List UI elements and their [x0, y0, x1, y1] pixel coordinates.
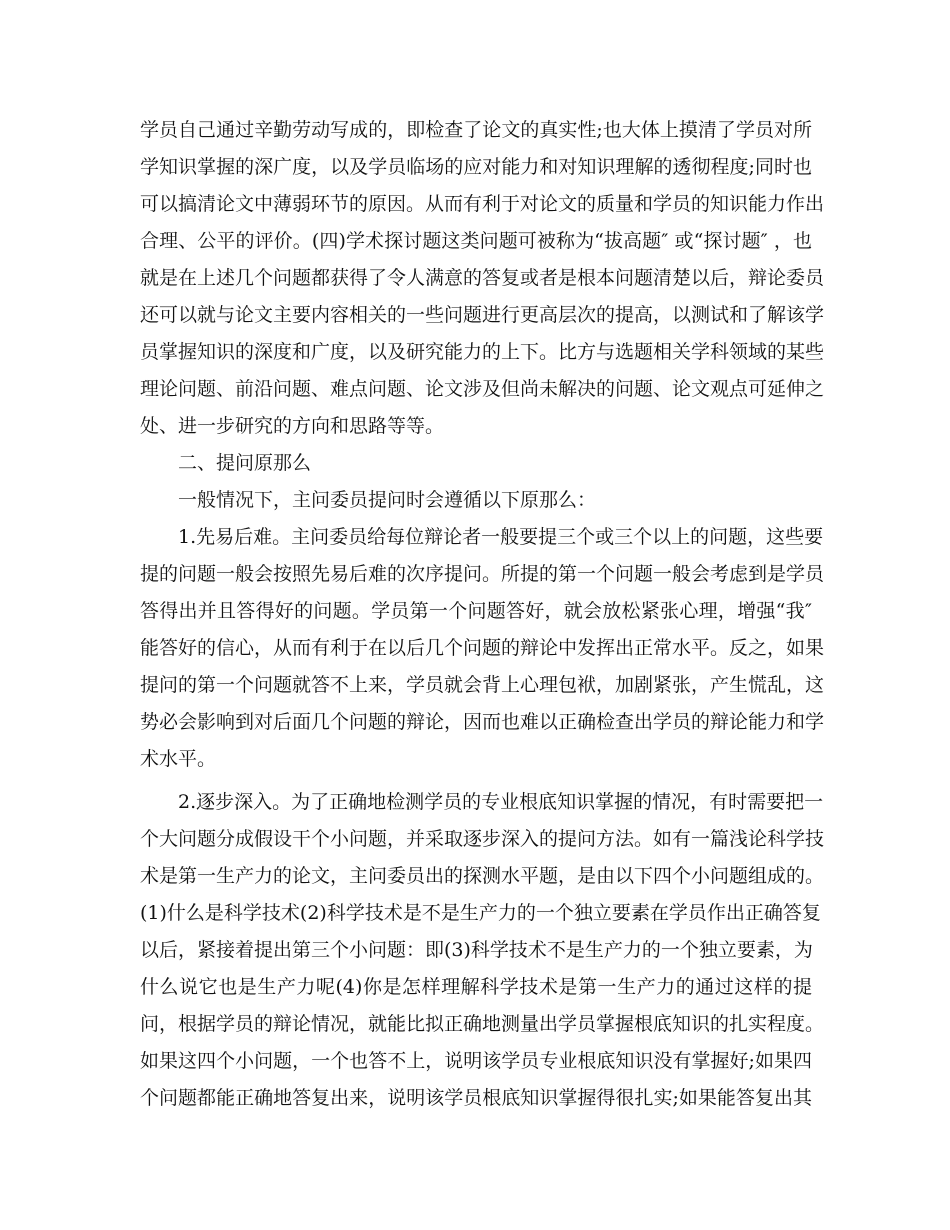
- paragraph-line: 以后，紧接着提出第三个小问题：即(3)科学技术不是生产力的一个独立要素，为: [140, 939, 813, 961]
- paragraph-line: 理论问题、前沿问题、难点问题、论文涉及但尚未解决的问题、论文观点可延伸之: [140, 378, 825, 400]
- paragraph-line: 合理、公平的评价。(四)学术探讨题这类问题可被称为“拔高题″ 或“探讨题″ ，也: [140, 230, 812, 252]
- paragraph-line: 什么说它也是生产力呢(4)你是怎样理解科学技术是第一生产力的通过这样的提: [140, 976, 812, 998]
- paragraph-line: 2.逐步深入。为了正确地检测学员的专业根底知识掌握的情况，有时需要把一: [178, 791, 824, 813]
- paragraph-line: 能答好的信心，从而有利于在以后几个问题的辩论中发挥出正常水平。反之，如果: [140, 637, 825, 659]
- paragraph-line: 提问的第一个问题就答不上来，学员就会背上心理包袱，加剧紧张，产生慌乱，这: [140, 674, 825, 696]
- section-heading: 二、提问原那么: [178, 452, 312, 474]
- paragraph-line: 1.先易后难。主问委员给每位辩论者一般要提三个或三个以上的问题，这些要: [178, 526, 824, 548]
- paragraph-line: 学员自己通过辛勤劳动写成的，即检查了论文的真实性;也大体上摸清了学员对所: [140, 119, 812, 141]
- document-body: [140, 112, 825, 1117]
- paragraph-line: 个问题都能正确地答复出来，说明该学员根底知识掌握得很扎实;如果能答复出其: [140, 1087, 812, 1109]
- paragraph-line: 员掌握知识的深度和广度，以及研究能力的上下。比方与选题相关学科领域的某些: [140, 341, 825, 363]
- paragraph-line: 如果这四个小问题，一个也答不上，说明该学员专业根底知识没有掌握好;如果四: [140, 1050, 812, 1072]
- paragraph-line: 个大问题分成假设干个小问题，并采取逐步深入的提问方法。如有一篇浅论科学技: [140, 828, 825, 850]
- paragraph-line: 术水平。: [140, 748, 217, 770]
- paragraph-line: 提的问题一般会按照先易后难的次序提问。所提的第一个问题一般会考虑到是学员: [140, 563, 825, 585]
- paragraph-line: 一般情况下，主问委员提问时会遵循以下原那么：: [178, 489, 597, 511]
- paragraph-line: 问，根据学员的辩论情况，就能比拟正确地测量出学员掌握根底知识的扎实程度。: [140, 1013, 825, 1035]
- paragraph-line: 就是在上述几个问题都获得了令人满意的答复或者是根本问题清楚以后，辩论委员: [140, 267, 825, 289]
- paragraph-line: 处、进一步研究的方向和思路等等。: [140, 415, 445, 437]
- paragraph-line: 答得出并且答得好的问题。学员第一个问题答好，就会放松紧张心理，增强“我″: [140, 600, 812, 622]
- paragraph-line: 术是第一生产力的论文，主问委员出的探测水平题，是由以下四个小问题组成的。: [140, 865, 825, 887]
- paragraph-line: (1)什么是科学技术(2)科学技术是不是生产力的一个独立要素在学员作出正确答复: [140, 902, 821, 924]
- paragraph-line: 势必会影响到对后面几个问题的辩论，因而也难以正确检查出学员的辩论能力和学: [140, 711, 825, 733]
- paragraph-line: 学知识掌握的深广度，以及学员临场的应对能力和对知识理解的透彻程度;同时也: [140, 156, 812, 178]
- paragraph-line: 还可以就与论文主要内容相关的一些问题进行更高层次的提高，以测试和了解该学: [140, 304, 825, 326]
- paragraph-line: 可以搞清论文中薄弱环节的原因。从而有利于对论文的质量和学员的知识能力作出: [140, 193, 825, 215]
